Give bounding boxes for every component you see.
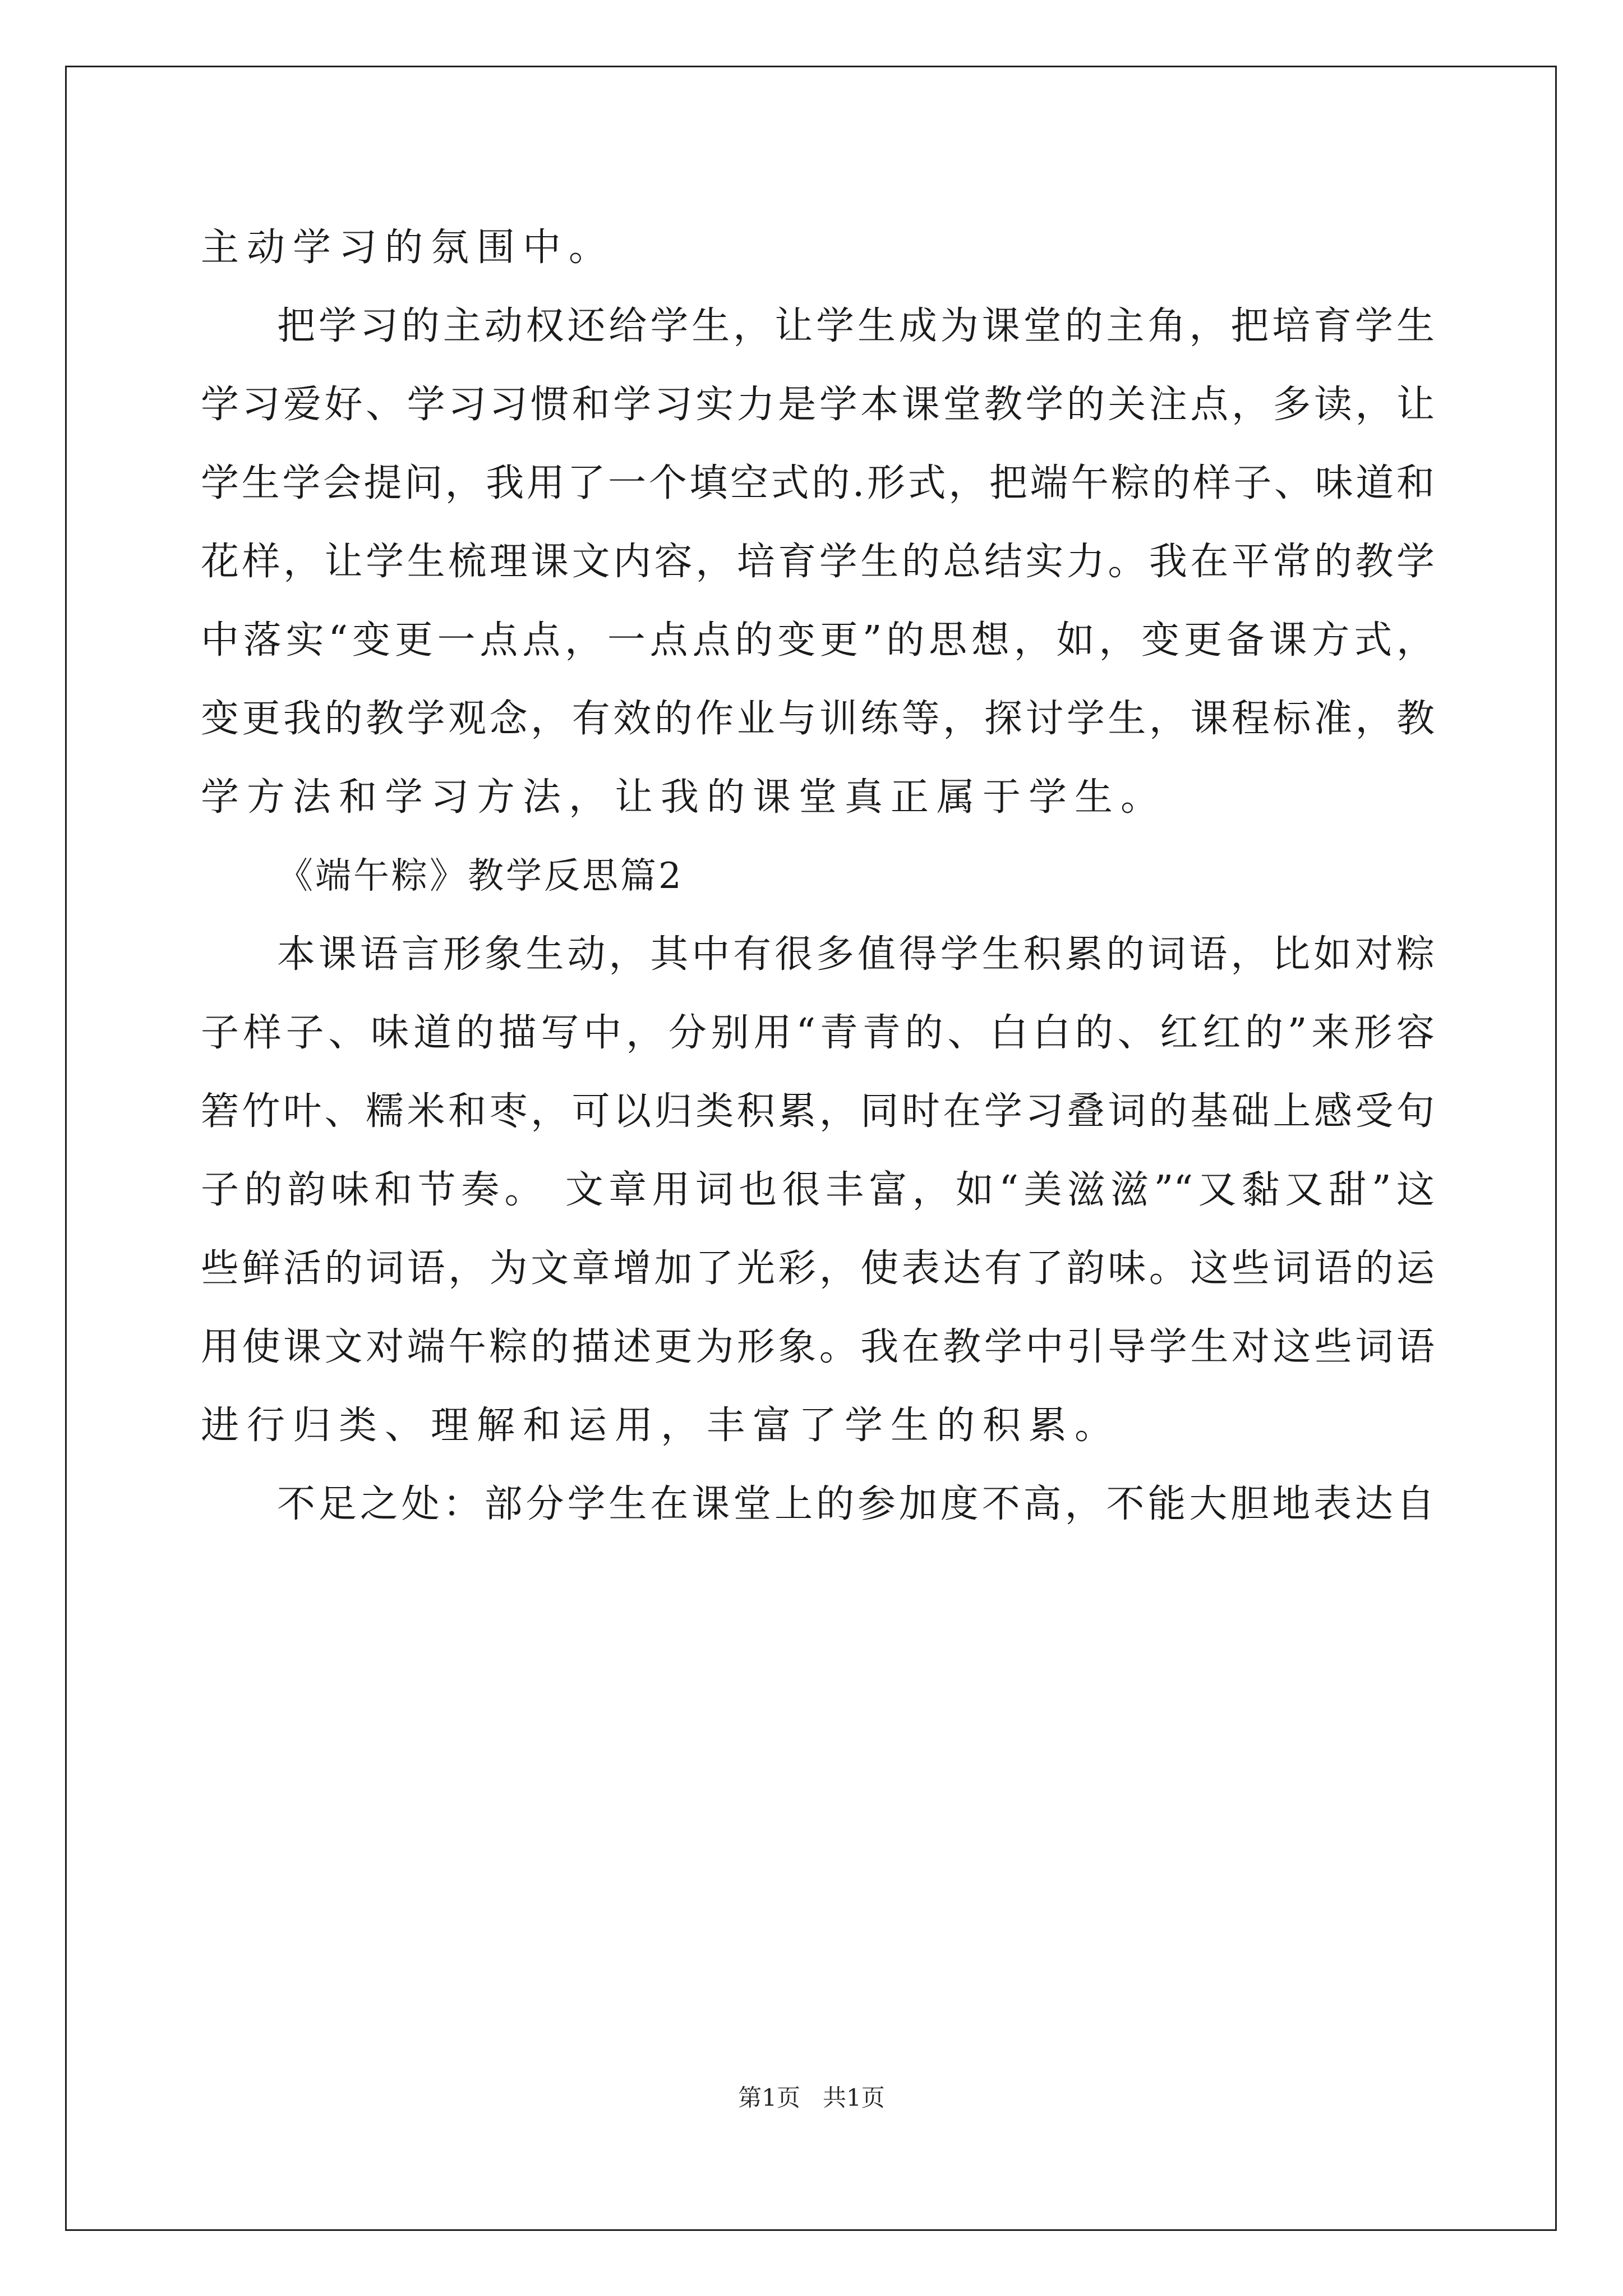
- text-line: 学习爱好、学习习惯和学习实力是学本课堂教学的关注点，多读，让: [201, 383, 1435, 427]
- text-line: 本课语言形象生动，其中有很多值得学生积累的词语，比如对粽: [277, 932, 1435, 977]
- text-line: 花样，让学生梳理课文内容，培育学生的总结实力。我在平常的教学: [201, 540, 1435, 584]
- text-line: 把学习的主动权还给学生，让学生成为课堂的主角，把培育学生: [277, 304, 1435, 348]
- text-line: 进行归类、理解和运用，丰富了学生的积累。: [201, 1404, 1121, 1448]
- text-line: 学生学会提问，我用了一个填空式的.形式，把端午粽的样子、味道和: [201, 461, 1435, 505]
- text-line: 主动学习的氛围中。: [201, 226, 615, 270]
- text-line: 不足之处：部分学生在课堂上的参加度不高，不能大胆地表达自: [277, 1482, 1435, 1526]
- text-line: 箬竹叶、糯米和枣，可以归类积累，同时在学习叠词的基础上感受句: [201, 1089, 1435, 1134]
- text-line: 中落实“变更一点点，一点点的变更”的思想，如，变更备课方式，: [201, 618, 1435, 662]
- text-line: 些鲜活的词语，为文章增加了光彩，使表达有了韵味。这些词语的运: [201, 1246, 1435, 1291]
- page-footer: 第1页 共1页: [738, 2084, 885, 2111]
- text-line: 子样子、味道的描写中，分别用“青青的、白白的、红红的”来形容: [201, 1011, 1435, 1055]
- section-heading: 《端午粽》教学反思篇2: [277, 855, 684, 897]
- text-line: 变更我的教学观念，有效的作业与训练等，探讨学生，课程标准，教: [201, 697, 1435, 741]
- text-line: 学方法和学习方法，让我的课堂真正属于学生。: [201, 775, 1167, 820]
- text-line: 子的韵味和节奏。 文章用词也很丰富，如“美滋滋”“又黏又甜”这: [201, 1168, 1435, 1212]
- text-line: 用使课文对端午粽的描述更为形象。我在教学中引导学生对这些词语: [201, 1325, 1435, 1369]
